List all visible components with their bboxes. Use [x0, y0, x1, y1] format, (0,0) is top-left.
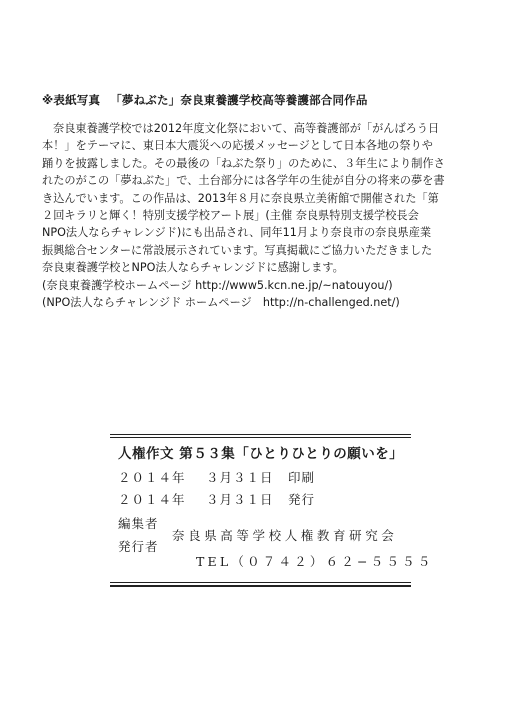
print-date-row: [118, 468, 315, 486]
publisher-telephone: TEL（０７４２）６２−５５５５: [196, 554, 434, 569]
body-line: 本！」をテーマに、東日本大震災への応援メッセージとして日本各地の祭りや: [42, 139, 433, 153]
body-line: 踊りを披露しました。その最後の「ねぶた祭り」のために、３年生により制作さ: [42, 156, 445, 170]
body-line: れたのがこの「夢ねぶた」で、土台部分には各学年の生徒が自分の将来の夢を書: [42, 174, 445, 188]
issue-year: ２０１４年: [118, 492, 186, 507]
body-line: 奈良東養護学校とNPO法人ならチャレンジドに感謝します。: [42, 261, 344, 275]
colophon-bottom-rule: [110, 582, 411, 583]
issue-label: 発行: [288, 492, 316, 507]
publisher-label: 発行者: [118, 539, 159, 554]
print-date: ３月３１日: [206, 470, 274, 485]
cover-photo-description: [42, 120, 482, 311]
editor-label: 編集者: [118, 516, 159, 531]
body-line: 奈良東養護学校では2012年度文化祭において、高等養護部が「がんばろう日: [53, 122, 440, 135]
issue-date: ３月３１日: [206, 492, 274, 507]
body-line: NPO法人ならチャレンジド)にも出品され、同年11月より奈良市の奈良県産業: [42, 226, 432, 240]
print-label: 印刷: [288, 470, 316, 485]
colophon-top-rule-inner: [110, 437, 411, 438]
cover-photo-heading: [42, 92, 368, 108]
cover-photo-title: 「夢ねぶた」奈良東養護学校高等養護部合同作品: [110, 93, 368, 107]
print-year: ２０１４年: [118, 470, 186, 485]
publisher-organization: 奈良県高等学校人権教育研究会: [172, 528, 398, 543]
body-line: ２回キラリと輝く！特別支援学校アート展」(主催 奈良県特別支援学校長会: [42, 209, 419, 223]
body-line: 振興総合センターに常設展示されています。写真掲載にご協力いただきました: [42, 243, 433, 257]
homepage-link-school: (奈良東養護学校ホームページ http://www5.kcn.ne.jp/~natouyou/): [42, 278, 393, 292]
body-line: き込んでいます。この作品は、2013年８月に奈良県立美術館で開催された「第: [42, 191, 439, 205]
colophon-bottom-rule-thick: [110, 585, 411, 587]
colophon-title: 人権作文 第５３集「ひとりひとりの願いを」: [118, 446, 404, 462]
colophon-top-rule: [110, 434, 411, 435]
homepage-link-npo: (NPO法人ならチャレンジド ホームページ http://n-challenged.net/): [42, 296, 400, 310]
cover-photo-prefix: ※表紙写真: [42, 93, 101, 107]
issue-date-row: [118, 490, 315, 508]
